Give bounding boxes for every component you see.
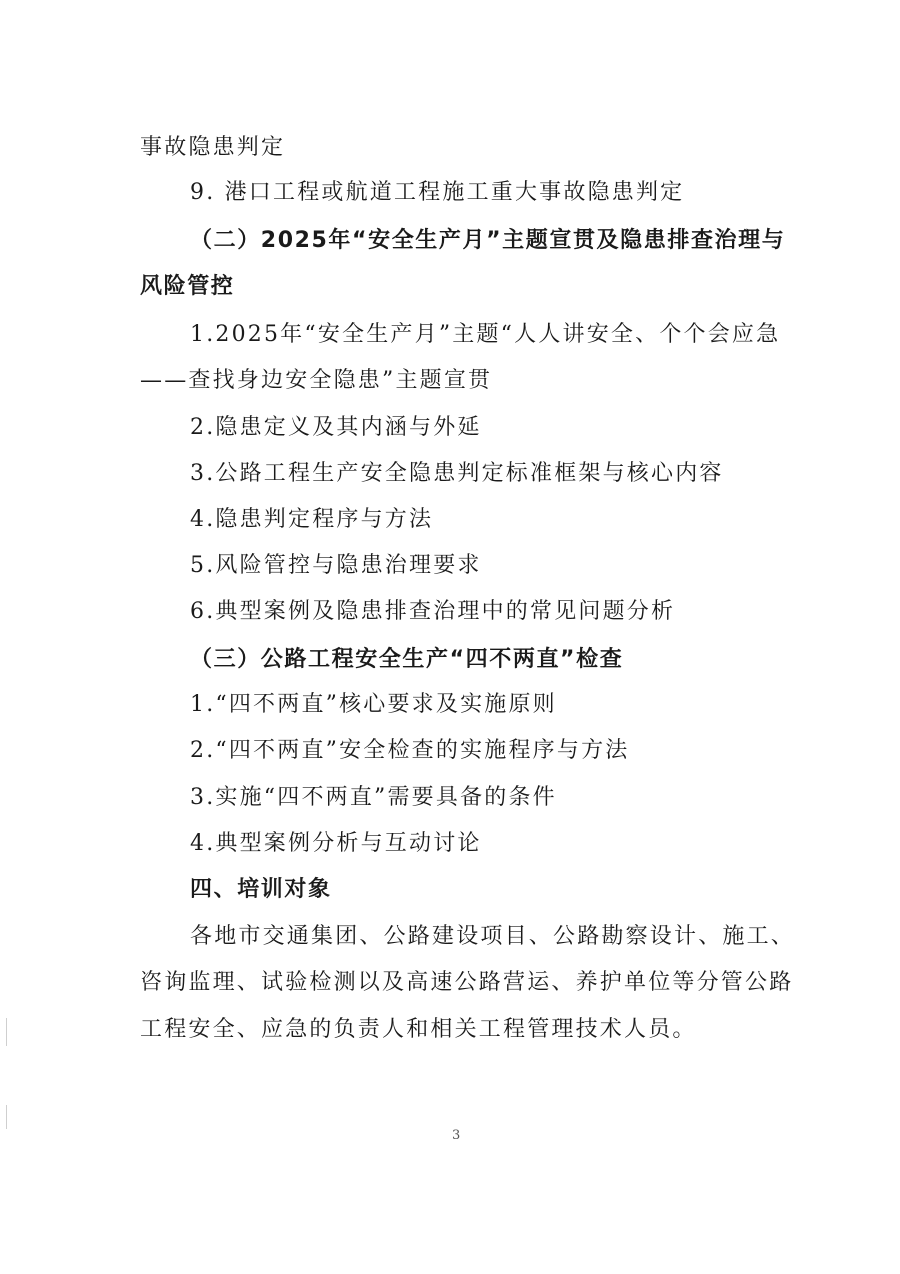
section-heading: （三）公路工程安全生产“四不两直”检查	[190, 647, 624, 672]
list-item: 2.隐患定义及其内涵与外延	[190, 415, 482, 440]
body-text-line: 事故隐患判定	[140, 135, 286, 160]
list-item: 2.“四不两直”安全检查的实施程序与方法	[190, 738, 630, 763]
list-item: 4.典型案例分析与互动讨论	[190, 831, 482, 856]
scan-edge-mark	[6, 1018, 7, 1046]
body-text-line: 咨询监理、试验检测以及高速公路营运、养护单位等分管公路	[140, 970, 794, 995]
list-item: 6.典型案例及隐患排查治理中的常见问题分析	[190, 599, 676, 624]
scan-edge-mark	[6, 1105, 7, 1129]
list-item: 4.隐患判定程序与方法	[190, 507, 434, 532]
list-item: 1.“四不两直”核心要求及实施原则	[190, 692, 557, 717]
section-heading: 四、培训对象	[190, 877, 332, 902]
list-item-continuation: ——查找身边安全隐患”主题宣贯	[140, 368, 493, 393]
body-text-line: 工程安全、应急的负责人和相关工程管理技术人员。	[140, 1017, 697, 1042]
list-item: 3.公路工程生产安全隐患判定标准框架与核心内容	[190, 461, 724, 486]
list-item: 5.风险管控与隐患治理要求	[190, 553, 482, 578]
body-text-line: 各地市交通集团、公路建设项目、公路勘察设计、施工、	[190, 924, 796, 949]
section-heading-continuation: 风险管控	[140, 274, 235, 299]
list-item: 9. 港口工程或航道工程施工重大事故隐患判定	[190, 180, 685, 205]
list-item: 1.2025年“安全生产月”主题“人人讲安全、个个会应急	[190, 322, 781, 347]
list-item: 3.实施“四不两直”需要具备的条件	[190, 785, 557, 810]
page-number: 3	[452, 1128, 461, 1143]
section-heading: （二）2025年“安全生产月”主题宣贯及隐患排查治理与	[190, 228, 786, 253]
